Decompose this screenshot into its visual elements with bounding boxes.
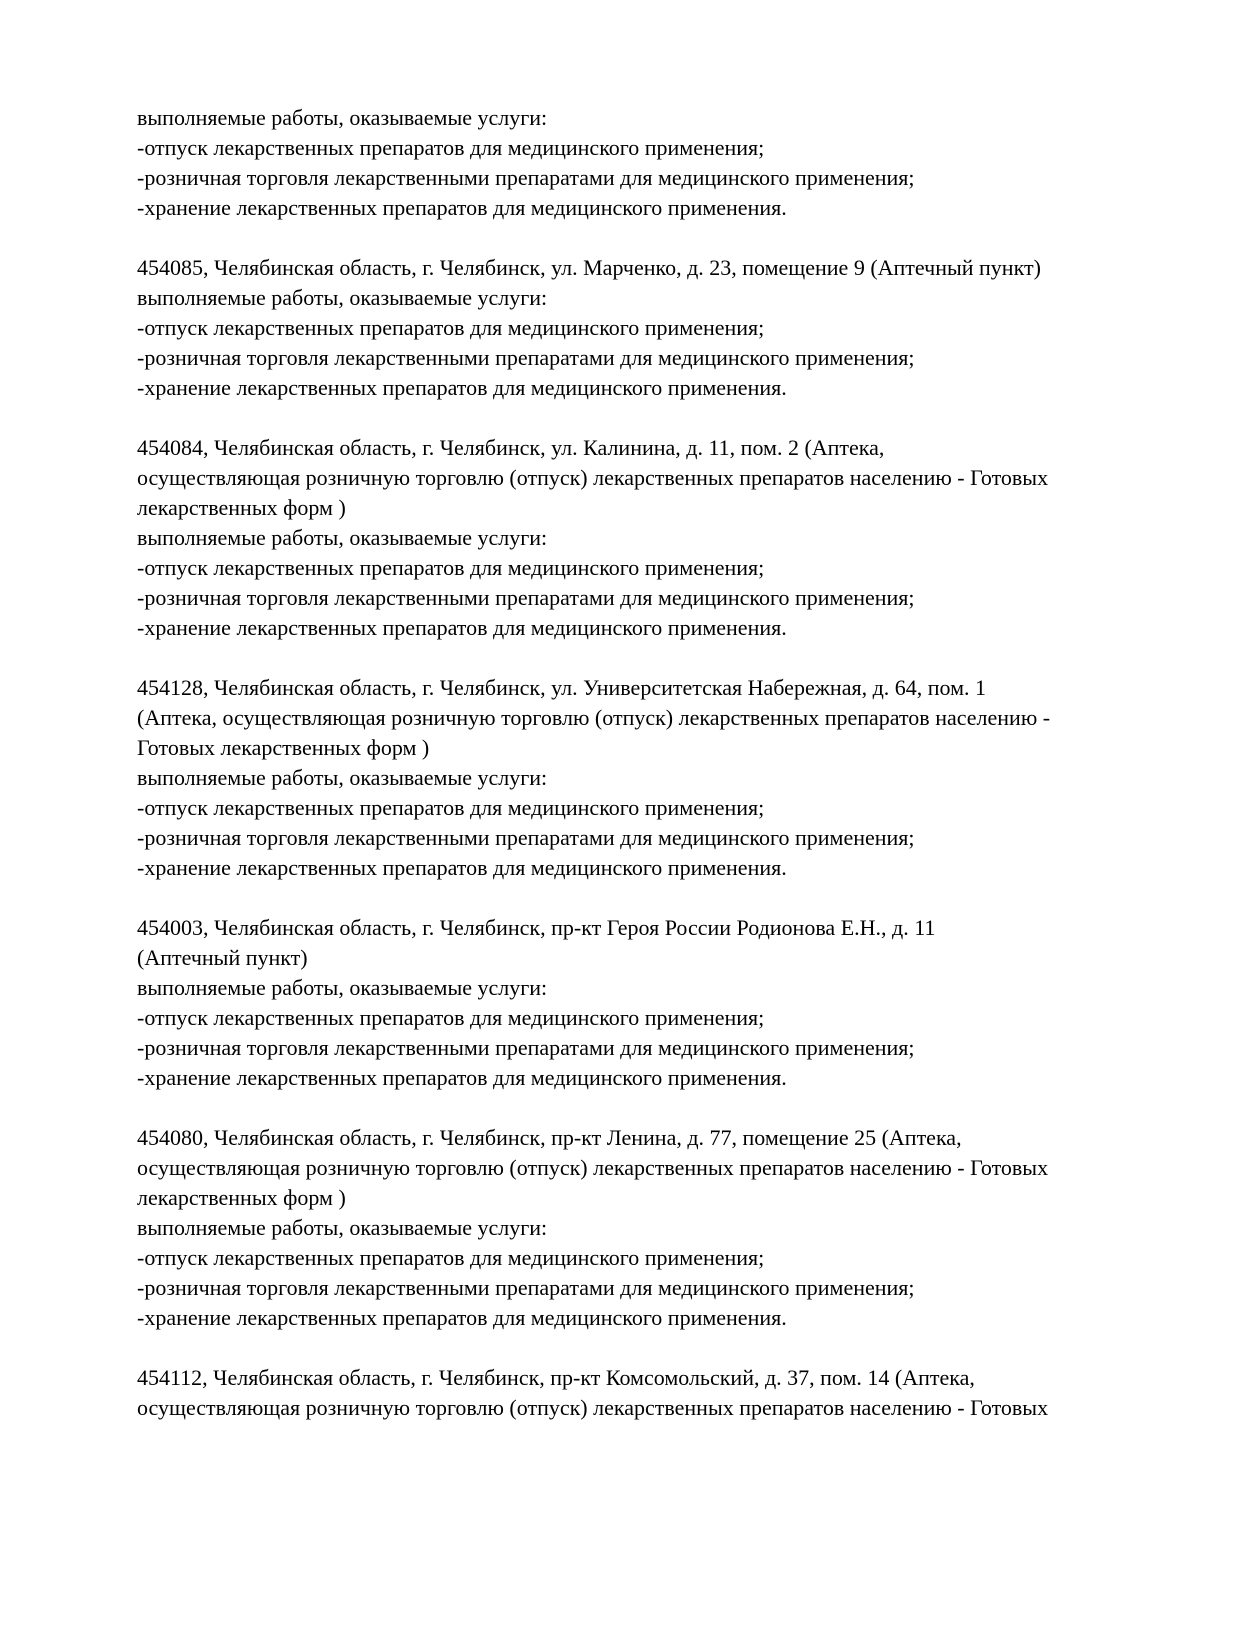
- text-line: осуществляющая розничную торговлю (отпуск) лекарственных препаратов населению - Готовых: [137, 1395, 1049, 1420]
- text-line: -отпуск лекарственных препаратов для медицинского применения;: [137, 315, 765, 340]
- text-line: (Аптечный пункт): [137, 945, 308, 970]
- license-entry: [137, 673, 1137, 883]
- text-line: 454084, Челябинская область, г. Челябинск, ул. Калинина, д. 11, пом. 2 (Аптека,: [137, 435, 885, 460]
- text-line: выполняемые работы, оказываемые услуги:: [137, 975, 548, 1000]
- text-line: -отпуск лекарственных препаратов для медицинского применения;: [137, 1245, 765, 1270]
- text-line: -розничная торговля лекарственными препаратами для медицинского применения;: [137, 1035, 915, 1060]
- license-entry: [137, 1363, 1137, 1423]
- license-entry: [137, 433, 1137, 643]
- text-line: лекарственных форм ): [137, 1185, 346, 1210]
- text-line: выполняемые работы, оказываемые услуги:: [137, 1215, 548, 1240]
- text-line: осуществляющая розничную торговлю (отпуск) лекарственных препаратов населению - Готовых: [137, 1155, 1049, 1180]
- text-line: -хранение лекарственных препаратов для медицинского применения.: [137, 375, 787, 400]
- text-line: -розничная торговля лекарственными препаратами для медицинского применения;: [137, 1275, 915, 1300]
- text-line: 454128, Челябинская область, г. Челябинск, ул. Университетская Набережная, д. 64, пом. 1: [137, 675, 987, 700]
- text-line: 454085, Челябинская область, г. Челябинск, ул. Марченко, д. 23, помещение 9 (Аптечный пункт): [137, 255, 1041, 280]
- text-line: -хранение лекарственных препаратов для медицинского применения.: [137, 855, 787, 880]
- text-line: -хранение лекарственных препаратов для медицинского применения.: [137, 1305, 787, 1330]
- text-line: -розничная торговля лекарственными препаратами для медицинского применения;: [137, 825, 915, 850]
- text-line: -хранение лекарственных препаратов для медицинского применения.: [137, 615, 787, 640]
- text-line: -хранение лекарственных препаратов для медицинского применения.: [137, 195, 787, 220]
- license-entry: [137, 1123, 1137, 1333]
- text-line: -отпуск лекарственных препаратов для медицинского применения;: [137, 555, 765, 580]
- text-line: -розничная торговля лекарственными препаратами для медицинского применения;: [137, 585, 915, 610]
- text-line: выполняемые работы, оказываемые услуги:: [137, 105, 548, 130]
- text-line: -розничная торговля лекарственными препаратами для медицинского применения;: [137, 345, 915, 370]
- license-entry: [137, 913, 1137, 1093]
- text-line: (Аптека, осуществляющая розничную торговлю (отпуск) лекарственных препаратов населению -: [137, 705, 1051, 730]
- text-line: 454003, Челябинская область, г. Челябинск, пр-кт Героя России Родионова Е.Н., д. 11: [137, 915, 936, 940]
- text-line: выполняемые работы, оказываемые услуги:: [137, 765, 548, 790]
- text-line: -хранение лекарственных препаратов для медицинского применения.: [137, 1065, 787, 1090]
- text-line: -отпуск лекарственных препаратов для медицинского применения;: [137, 795, 765, 820]
- text-line: лекарственных форм ): [137, 495, 346, 520]
- text-line: Готовых лекарственных форм ): [137, 735, 430, 760]
- text-line: выполняемые работы, оказываемые услуги:: [137, 525, 548, 550]
- text-line: 454112, Челябинская область, г. Челябинск, пр-кт Комсомольский, д. 37, пом. 14 (Аптека,: [137, 1365, 975, 1390]
- license-entry: [137, 253, 1137, 403]
- services-continuation-block: [137, 103, 1137, 223]
- text-line: осуществляющая розничную торговлю (отпуск) лекарственных препаратов населению - Готовых: [137, 465, 1049, 490]
- text-line: -розничная торговля лекарственными препаратами для медицинского применения;: [137, 165, 915, 190]
- text-line: -отпуск лекарственных препаратов для медицинского применения;: [137, 1005, 765, 1030]
- text-line: выполняемые работы, оказываемые услуги:: [137, 285, 548, 310]
- text-line: -отпуск лекарственных препаратов для медицинского применения;: [137, 135, 765, 160]
- document-content: [137, 103, 1137, 1423]
- text-line: 454080, Челябинская область, г. Челябинск, пр-кт Ленина, д. 77, помещение 25 (Аптека,: [137, 1125, 962, 1150]
